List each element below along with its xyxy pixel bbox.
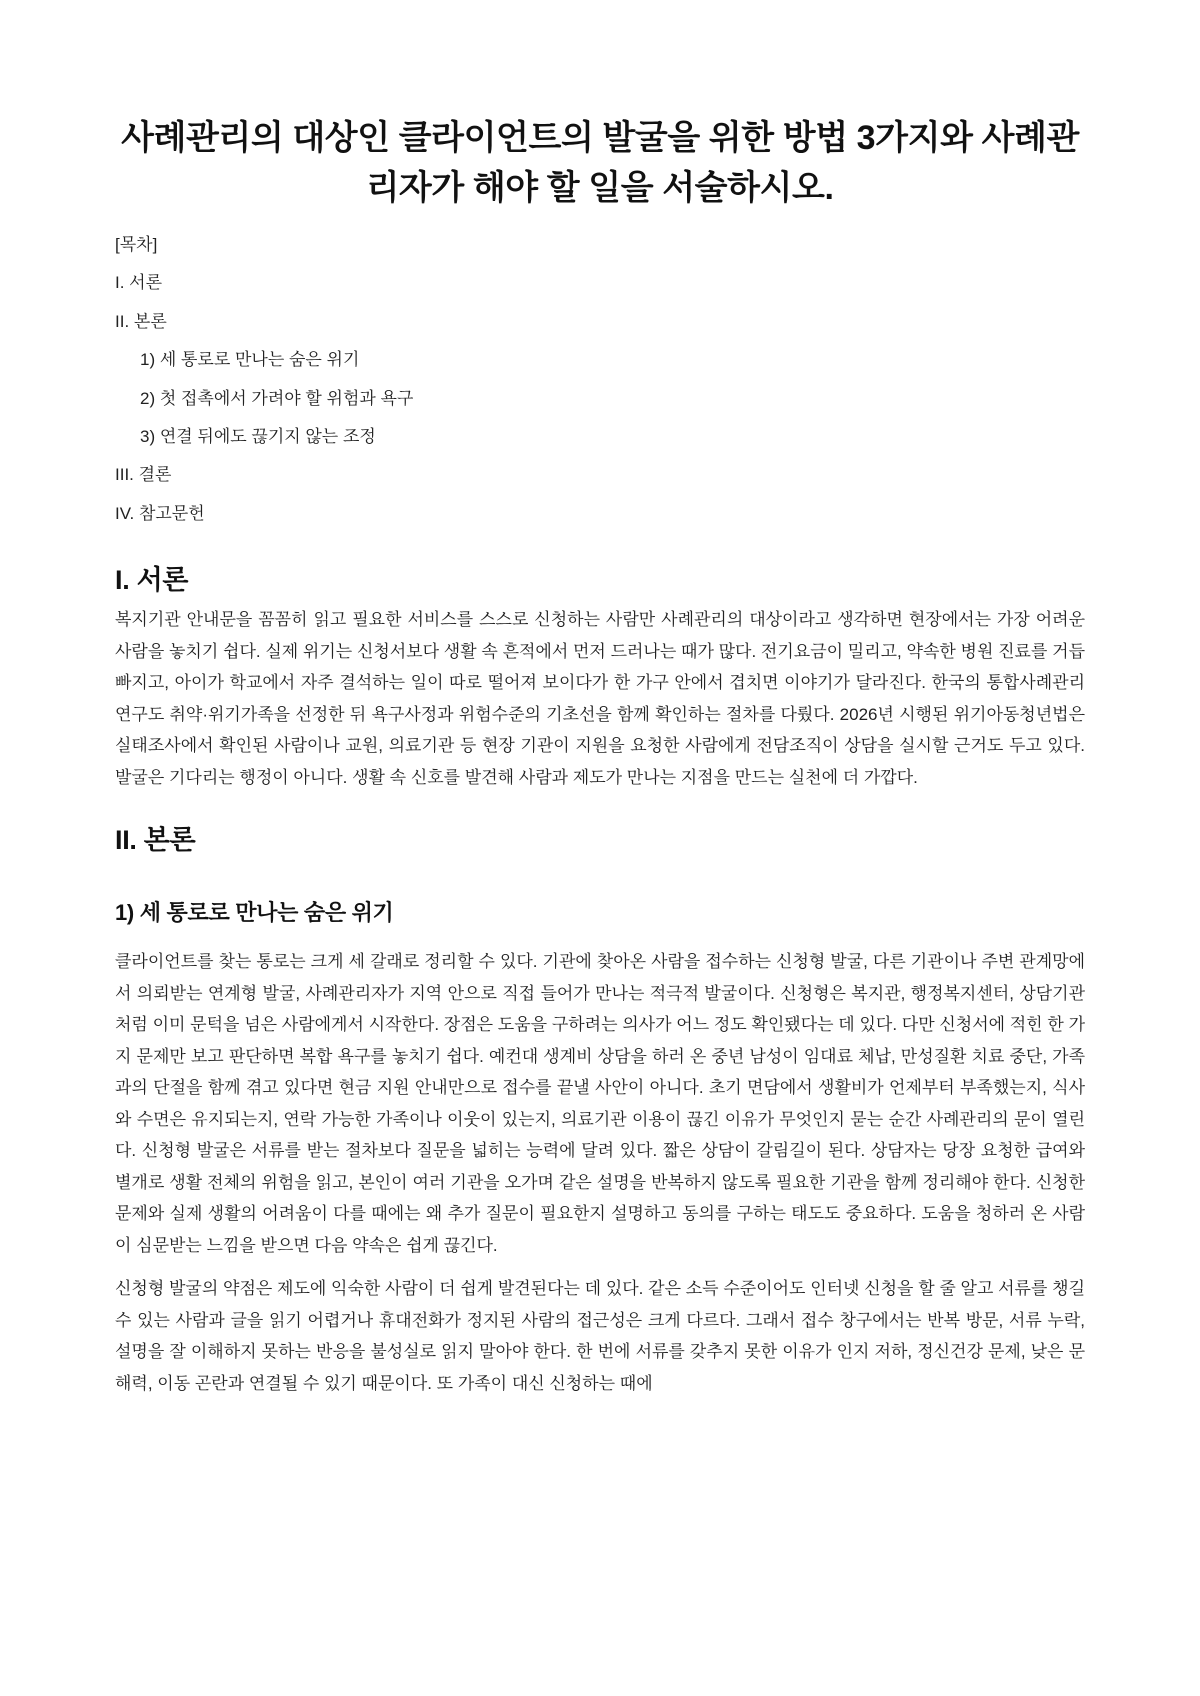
table-of-contents xyxy=(115,226,1085,533)
toc-subitem-1: 1) 세 통로로 만나는 숨은 위기 xyxy=(140,350,360,370)
subsection-heading: 1) 세 통로로 만나는 숨은 위기 xyxy=(115,900,394,926)
toc-subitem-3: 3) 연결 뒤에도 끊기지 않는 조정 xyxy=(140,427,376,447)
document-title: 사례관리의 대상인 클라이언트의 발굴을 위한 방법 3가지와 사례관리자가 해야 할 일을 서술하시오. xyxy=(121,119,1079,207)
introduction-heading: I. 서론 xyxy=(115,565,189,596)
body-section xyxy=(115,820,1085,1399)
body-heading: II. 본론 xyxy=(115,825,196,856)
subsection-paragraph: 클라이언트를 찾는 통로는 크게 세 갈래로 정리할 수 있다. 기관에 찾아온 사람을 접수하는 신청형 발굴, 다른 기관이나 주변 관계망에서 의뢰받는 연계형 발굴, 사례관리자가 지역 안으로 직접 들어가 만나는 적극적 발굴이다. 신청형은 복지관, 행정복지센터, 상담기관처럼 이미 문턱을 넘은 사람에게서 시작한다. 장점은 도움을 구하려는 의사가 어느 정도 확인됐다는 데 있다. 다만 신청서에 적힌 한 가지 문제만 보고 판단하면 복합 욕구를 놓치기 쉽다. 예컨대 생계비 상담을 하러 온 중년 남성이 임대료 체납, 만성질환 치료 중단, 가족과의 단절을 함께 겪고 있다면 현금 지원 안내만으로 접수를 끝낼 사안이 아니다. 초기 면담에서 생활비가 언제부터 부족했는지, 식사와 수면은 유지되는지, 연락 가능한 가족이나 이웃이 있는지, 의료기관 이용이 끊긴 이유가 무엇인지 묻는 순간 사례관리의 문이 열린다. 신청형 발굴은 서류를 받는 절차보다 질문을 넓히는 능력에 달려 있다. 짧은 상담이 갈림길이 된다. 상담자는 당장 요청한 급여와 별개로 생활 전체의 위험을 읽고, 본인이 여러 기관을 오가며 같은 설명을 반복하지 않도록 필요한 기관을 함께 정리해야 한다. 신청한 문제와 실제 생활의 어려움이 다를 때에는 왜 추가 질문이 필요한지 설명하고 동의를 구하는 태도도 중요하다. 도움을 청하러 온 사람이 심문받는 느낌을 받으면 다음 약속은 쉽게 끊긴다. xyxy=(115,952,1085,1255)
toc-item-references: IV. 참고문헌 xyxy=(115,503,205,523)
subsection-hidden-crisis xyxy=(115,896,1085,1399)
toc-item-body: II. 본론 xyxy=(115,311,167,331)
toc-item-introduction: I. 서론 xyxy=(115,273,163,293)
introduction-paragraph: 복지기관 안내문을 꼼꼼히 읽고 필요한 서비스를 스스로 신청하는 사람만 사례관리의 대상이라고 생각하면 현장에서는 가장 어려운 사람을 놓치기 쉽다. 실제 위기는 신청서보다 생활 속 흔적에서 먼저 드러나는 때가 많다. 전기요금이 밀리고, 약속한 병원 진료를 거듭 빠지고, 아이가 학교에서 자주 결석하는 일이 따로 떨어져 보이다가 한 가구 안에서 겹치면 이야기가 달라진다. 한국의 통합사례관리 연구도 취약·위기가족을 선정한 뒤 욕구사정과 위험수준의 기초선을 함께 확인하는 절차를 다뤘다. 2026년 시행된 위기아동청년법은 실태조사에서 확인된 사람이나 교원, 의료기관 등 현장 기관이 지원을 요청한 사람에게 전담조직이 상담을 실시할 근거도 두고 있다. 발굴은 기다리는 행정이 아니다. 생활 속 신호를 발견해 사람과 제도가 만나는 지점을 만드는 실천에 더 가깝다. xyxy=(115,610,1085,787)
toc-heading: [목차] xyxy=(115,235,158,254)
introduction-section xyxy=(115,560,1085,793)
toc-item-conclusion: III. 결론 xyxy=(115,465,172,485)
toc-subitem-2: 2) 첫 접촉에서 가려야 할 위험과 욕구 xyxy=(140,388,414,408)
subsection-paragraph: 신청형 발굴의 약점은 제도에 익숙한 사람이 더 쉽게 발견된다는 데 있다. 같은 소득 수준이어도 인터넷 신청을 할 줄 알고 서류를 챙길 수 있는 사람과 글을 읽기 어렵거나 휴대전화가 정지된 사람의 접근성은 크게 다르다. 그래서 접수 창구에서는 반복 방문, 서류 누락, 설명을 잘 이해하지 못하는 반응을 불성실로 읽지 말아야 한다. 한 번에 서류를 갖추지 못한 이유가 인지 저하, 정신건강 문제, 낮은 문해력, 이동 곤란과 연결될 수 있기 때문이다. 또 가족이 대신 신청하는 때에 xyxy=(115,1279,1085,1393)
